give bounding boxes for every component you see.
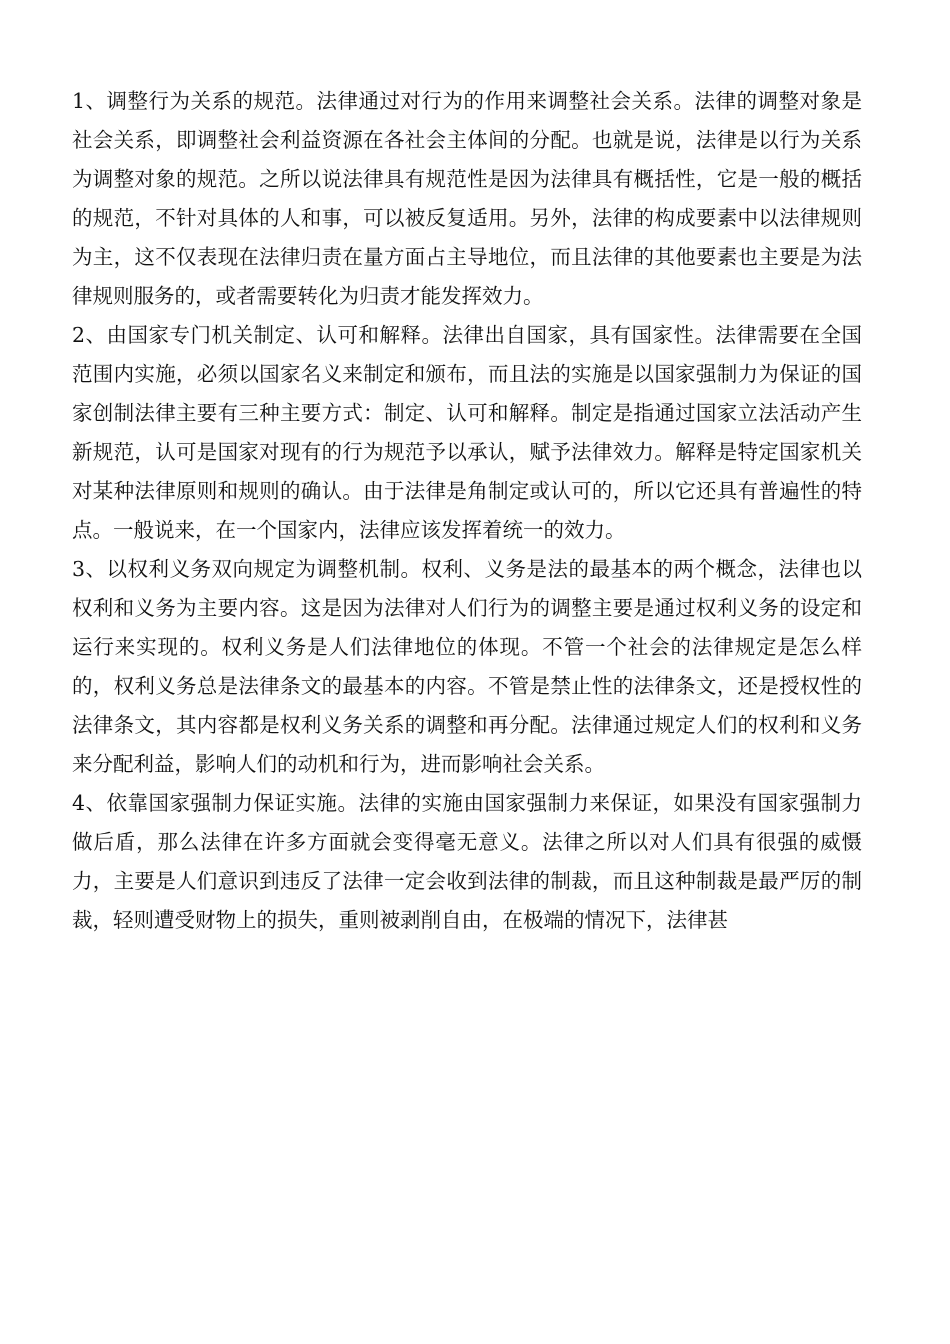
- paragraph-4: 4、依靠国家强制力保证实施。法律的实施由国家强制力来保证，如果没有国家强制力做后盾，那么法律在许多方面就会变得毫无意义。法律之所以对人们具有很强的威慑力，主要是人们意识到违反了法律一定会收到法律的制裁，而且这种制裁是最严厉的制裁，轻则遭受财物上的损失，重则被剥削自由，在极端的情况下，法律甚: [72, 791, 862, 932]
- paragraph-1: 1、调整行为关系的规范。法律通过对行为的作用来调整社会关系。法律的调整对象是社会关系，即调整社会利益资源在各社会主体间的分配。也就是说，法律是以行为关系为调整对象的规范。之所以说法律具有规范性是因为法律具有概括性，它是一般的概括的规范，不针对具体的人和事，可以被反复适用。另外，法律的构成要素中以法律规则为主，这不仅表现在法律归责在量方面占主导地位，而且法律的其他要素也主要是为法律规则服务的，或者需要转化为归责才能发挥效力。: [72, 89, 862, 308]
- paragraph-3: 3、以权利义务双向规定为调整机制。权利、义务是法的最基本的两个概念，法律也以权利和义务为主要内容。这是因为法律对人们行为的调整主要是通过权利义务的设定和运行来实现的。权利义务是人们法律地位的体现。不管一个社会的法律规定是怎么样的，权利义务总是法律条文的最基本的内容。不管是禁止性的法律条文，还是授权性的法律条文，其内容都是权利义务关系的调整和再分配。法律通过规定人们的权利和义务来分配利益，影响人们的动机和行为，进而影响社会关系。: [72, 557, 862, 776]
- document-page: [72, 82, 862, 940]
- paragraph-2: 2、由国家专门机关制定、认可和解释。法律出自国家，具有国家性。法律需要在全国范围内实施，必须以国家名义来制定和颁布，而且法的实施是以国家强制力为保证的国家创制法律主要有三种主要方式：制定、认可和解释。制定是指通过国家立法活动产生新规范，认可是国家对现有的行为规范予以承认，赋予法律效力。解释是特定国家机关对某种法律原则和规则的确认。由于法律是角制定或认可的，所以它还具有普遍性的特点。一般说来，在一个国家内，法律应该发挥着统一的效力。: [72, 323, 862, 542]
